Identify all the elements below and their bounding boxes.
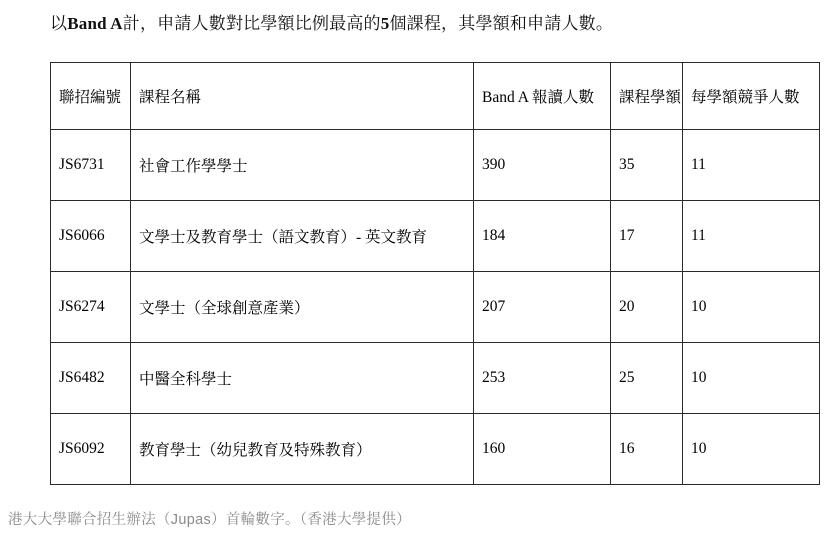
cell-band-a: 160 [474, 414, 611, 485]
cell-ratio: 10 [683, 343, 820, 414]
cell-ratio: 11 [683, 130, 820, 201]
cell-code: JS6066 [51, 201, 131, 272]
cell-ratio: 10 [683, 414, 820, 485]
table-row [51, 130, 820, 201]
table-header-row [51, 63, 820, 130]
cell-course-name: 教育學士（幼兒教育及特殊教育） [131, 414, 474, 485]
column-header-code: 聯招編號 [51, 63, 131, 130]
cell-quota: 35 [611, 130, 683, 201]
cell-quota: 20 [611, 272, 683, 343]
cell-course-name: 中醫全科學士 [131, 343, 474, 414]
table-body [51, 130, 820, 485]
cell-code: JS6731 [51, 130, 131, 201]
cell-band-a: 253 [474, 343, 611, 414]
cell-quota: 17 [611, 201, 683, 272]
cell-band-a: 390 [474, 130, 611, 201]
headline-bold-count: 5 [380, 14, 390, 33]
cell-ratio: 11 [683, 201, 820, 272]
table-header [51, 63, 820, 130]
table-row [51, 201, 820, 272]
column-header-band-a-applicants: Band A 報讀人數 [474, 63, 611, 130]
table-row [51, 343, 820, 414]
table-row [51, 414, 820, 485]
column-header-course-name: 課程名稱 [131, 63, 474, 130]
courses-table [50, 62, 820, 485]
column-header-competition-ratio: 每學額競爭人數 [683, 63, 820, 130]
cell-quota: 25 [611, 343, 683, 414]
cell-band-a: 207 [474, 272, 611, 343]
cell-ratio: 10 [683, 272, 820, 343]
headline-part-1: 以 [50, 14, 68, 33]
cell-course-name: 文學士（全球創意產業） [131, 272, 474, 343]
column-header-quota: 課程學額 [611, 63, 683, 130]
cell-code: JS6482 [51, 343, 131, 414]
data-table-container [50, 62, 819, 485]
image-caption: 港大大學聯合招生辦法（Jupas）首輪數字。（香港大學提供） [8, 512, 411, 528]
cell-band-a: 184 [474, 201, 611, 272]
cell-course-name: 文學士及教育學士（語文教育）- 英文教育 [131, 201, 474, 272]
cell-course-name: 社會工作學學士 [131, 130, 474, 201]
cell-code: JS6274 [51, 272, 131, 343]
headline-part-2: 計，申請人數對比學額比例最高的 [122, 14, 381, 33]
cell-code: JS6092 [51, 414, 131, 485]
headline-part-3: 個課程，其學額和申請人數。 [389, 14, 614, 33]
page-title [50, 12, 790, 36]
table-row [51, 272, 820, 343]
headline-bold-band-a: Band A [67, 14, 123, 33]
cell-quota: 16 [611, 414, 683, 485]
